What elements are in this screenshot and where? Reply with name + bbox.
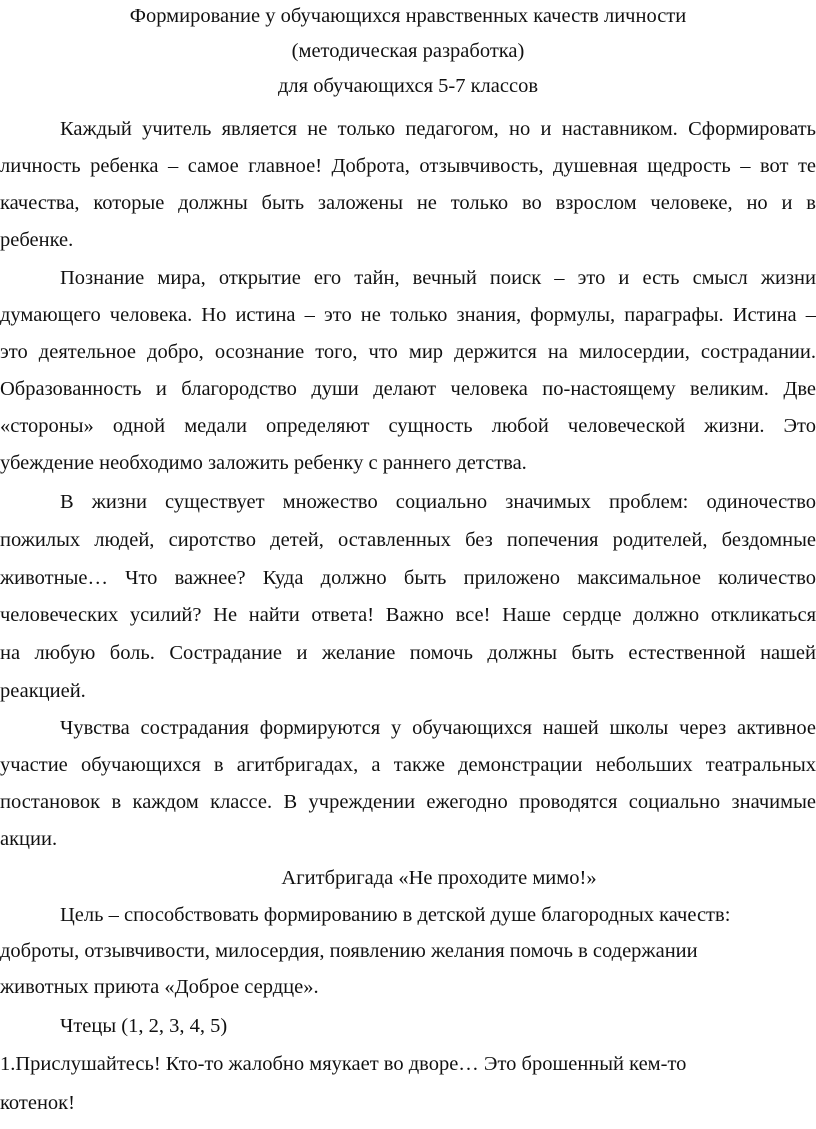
paragraph-4-line-2: участие обучающихся в агитбригадах, а также демонстрации небольших театральных — [0, 754, 816, 776]
paragraph-4-line-1: Чувства сострадания формируются у обучающихся нашей школы через активное — [60, 717, 816, 739]
paragraph-2-line-3: это деятельное добро, осознание того, что мир держится на милосердии, сострадании. — [0, 341, 816, 363]
paragraph-4-line-4: акции. — [0, 828, 58, 850]
paragraph-4-line-3: постановок в каждом классе. В учреждении ежегодно проводятся социально значимые — [0, 791, 816, 813]
paragraph-1-line-4: ребенке. — [0, 229, 74, 251]
paragraph-3-line-3: животные… Что важнее? Куда должно быть приложено максимальное количество — [0, 567, 816, 589]
paragraph-2-line-4: Образованность и благородство души делают человека по-настоящему великим. Две — [0, 378, 816, 400]
paragraph-2-line-2: думающего человека. Но истина – это не только знания, формулы, параграфы. Истина – — [0, 304, 816, 326]
goal-line-2: доброты, отзывчивости, милосердия, появлению желания помочь в содержании — [0, 940, 698, 962]
title-line-3: для обучающихся 5-7 классов — [277, 75, 539, 97]
paragraph-2-line-5: «стороны» одной медали определяют сущность любой человеческой жизни. Это — [0, 415, 816, 437]
paragraph-3-line-1: В жизни существует множество социально значимых проблем: одиночество — [60, 491, 816, 513]
goal-line-3: животных приюта «Доброе сердце». — [0, 976, 319, 998]
readers-line: Чтецы (1, 2, 3, 4, 5) — [60, 1015, 228, 1037]
reader-1-line-2: котенок! — [0, 1092, 75, 1114]
paragraph-3-line-2: пожилых людей, сиротство детей, оставленных без попечения родителей, бездомные — [0, 529, 816, 551]
paragraph-1-line-1: Каждый учитель является не только педагогом, но и наставником. Сформировать — [60, 118, 816, 140]
paragraph-2-line-6: убеждение необходимо заложить ребенку с раннего детства. — [0, 452, 527, 474]
paragraph-3-line-6: реакцией. — [0, 680, 86, 702]
paragraph-2-line-1: Познание мира, открытие его тайн, вечный поиск – это и есть смысл жизни — [60, 267, 816, 289]
paragraph-1-line-2: личность ребенка – самое главное! Доброта, отзывчивость, душевная щедрость – вот те — [0, 155, 816, 177]
paragraph-1-line-3: качества, которые должны быть заложены не только во взрослом человеке, но и в — [0, 192, 816, 214]
paragraph-3-line-5: на любую боль. Сострадание и желание помочь должны быть естественной нашей — [0, 642, 816, 664]
paragraph-3-line-4: человеческих усилий? Не найти ответа! Важно все! Наше сердце должно откликаться — [0, 604, 816, 626]
section-title: Агитбригада «Не проходите мимо!» — [281, 867, 597, 889]
reader-1-line-1: 1.Прислушайтесь! Кто-то жалобно мяукает во дворе… Это брошенный кем-то — [0, 1053, 687, 1075]
title-line-1: Формирование у обучающихся нравственных качеств личности — [129, 5, 687, 27]
title-line-2: (методическая разработка) — [291, 40, 525, 62]
goal-line-1: Цель – способствовать формированию в детской душе благородных качеств: — [60, 904, 731, 926]
